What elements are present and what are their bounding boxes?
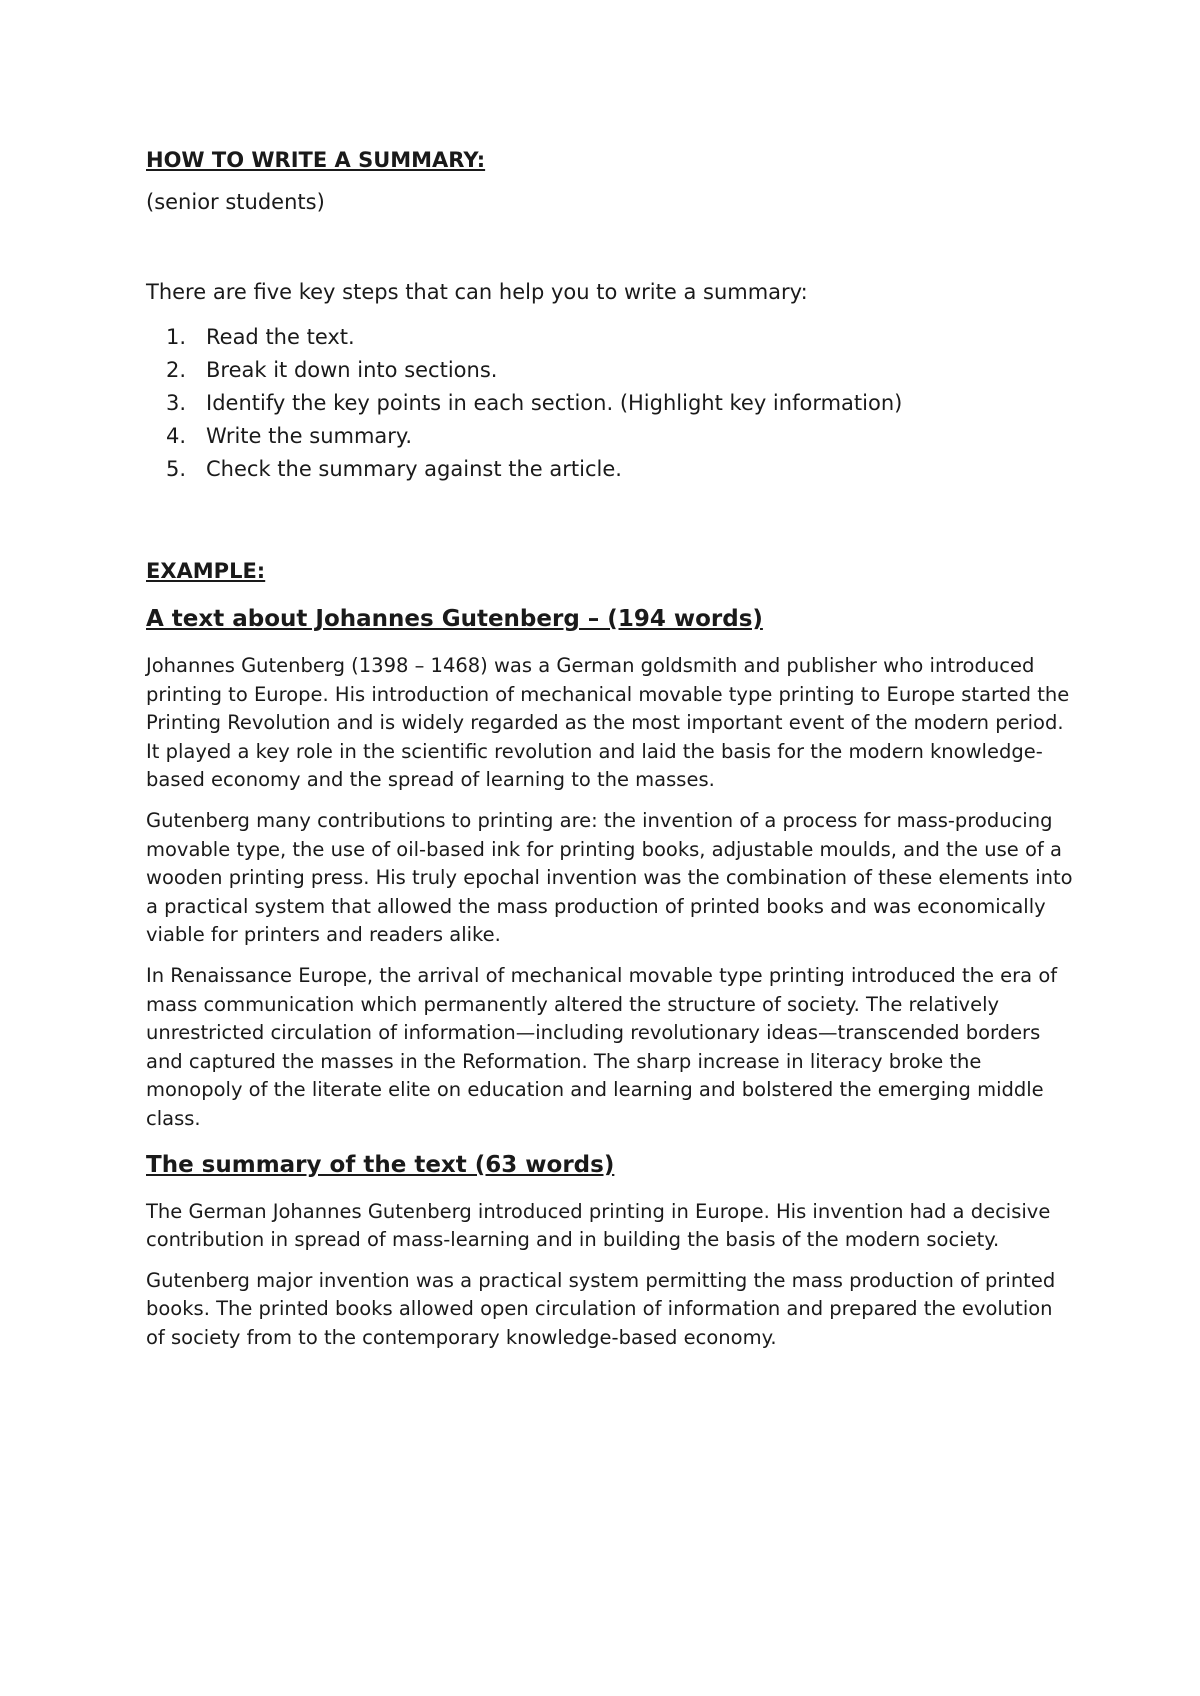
document-page	[146, 145, 1076, 1352]
list-item	[146, 453, 1076, 486]
list-item	[146, 387, 1076, 420]
step-text: Break it down into sections.	[206, 358, 498, 382]
text-paragraph: Gutenberg many contributions to printing are: the invention of a process for mass-producing movable type, the use of oil-based ink for printing books, adjustable moulds, and the use of a wooden printing press. His truly epochal invention was the combination of these elements into a practical system that allowed the mass production of printed books and was economically viable for printers and readers alike.	[146, 808, 1073, 947]
text-section-heading: A text about Johannes Gutenberg – (194 words)	[146, 606, 763, 632]
intro-text: There are five key steps that can help you to write a summary:	[146, 280, 808, 304]
document-subtitle: (senior students)	[146, 190, 325, 214]
text-paragraph: In Renaissance Europe, the arrival of mechanical movable type printing introduced the era of mass communication which permanently altered the structure of society. The relatively unrestricted circulation of information—including revolutionary ideas—transcended borders and captured the masses in the Reformation. The sharp increase in literacy broke the monopoly of the literate elite on education and learning and bolstered the emerging middle class.	[146, 963, 1058, 1130]
list-item	[146, 321, 1076, 354]
step-text: Write the summary.	[206, 424, 413, 448]
summary-section-heading: The summary of the text (63 words)	[146, 1151, 615, 1178]
step-number: 3.	[165, 391, 186, 415]
summary-paragraph: Gutenberg major invention was a practical system permitting the mass production of printed books. The printed books allowed open circulation of information and prepared the evolution of society from to the contemporary knowledge-based economy.	[146, 1268, 1056, 1349]
list-item	[146, 420, 1076, 453]
step-number: 2.	[165, 358, 186, 382]
step-number: 4.	[165, 424, 186, 448]
example-heading: EXAMPLE:	[146, 559, 266, 583]
step-number: 1.	[165, 325, 186, 349]
step-text: Check the summary against the article.	[206, 457, 622, 481]
document-title: HOW TO WRITE A SUMMARY:	[146, 148, 486, 172]
step-text: Identify the key points in each section. (Highlight key information)	[206, 391, 903, 415]
text-paragraph: Johannes Gutenberg (1398 – 1468) was a German goldsmith and publisher who introduced printing to Europe. His introduction of mechanical movable type printing to Europe started the Printing Revolution and is widely regarded as the most important event of the modern period. It played a key role in the scientific revolution and laid the basis for the modern knowledge-based economy and the spread of learning to the masses.	[146, 654, 1070, 792]
summary-paragraph: The German Johannes Gutenberg introduced printing in Europe. His invention had a decisive contribution in spread of mass-learning and in building the basis of the modern society.	[146, 1199, 1051, 1252]
step-number: 5.	[165, 457, 186, 481]
steps-list	[146, 321, 1076, 486]
step-text: Read the text.	[206, 325, 355, 349]
list-item	[146, 354, 1076, 387]
